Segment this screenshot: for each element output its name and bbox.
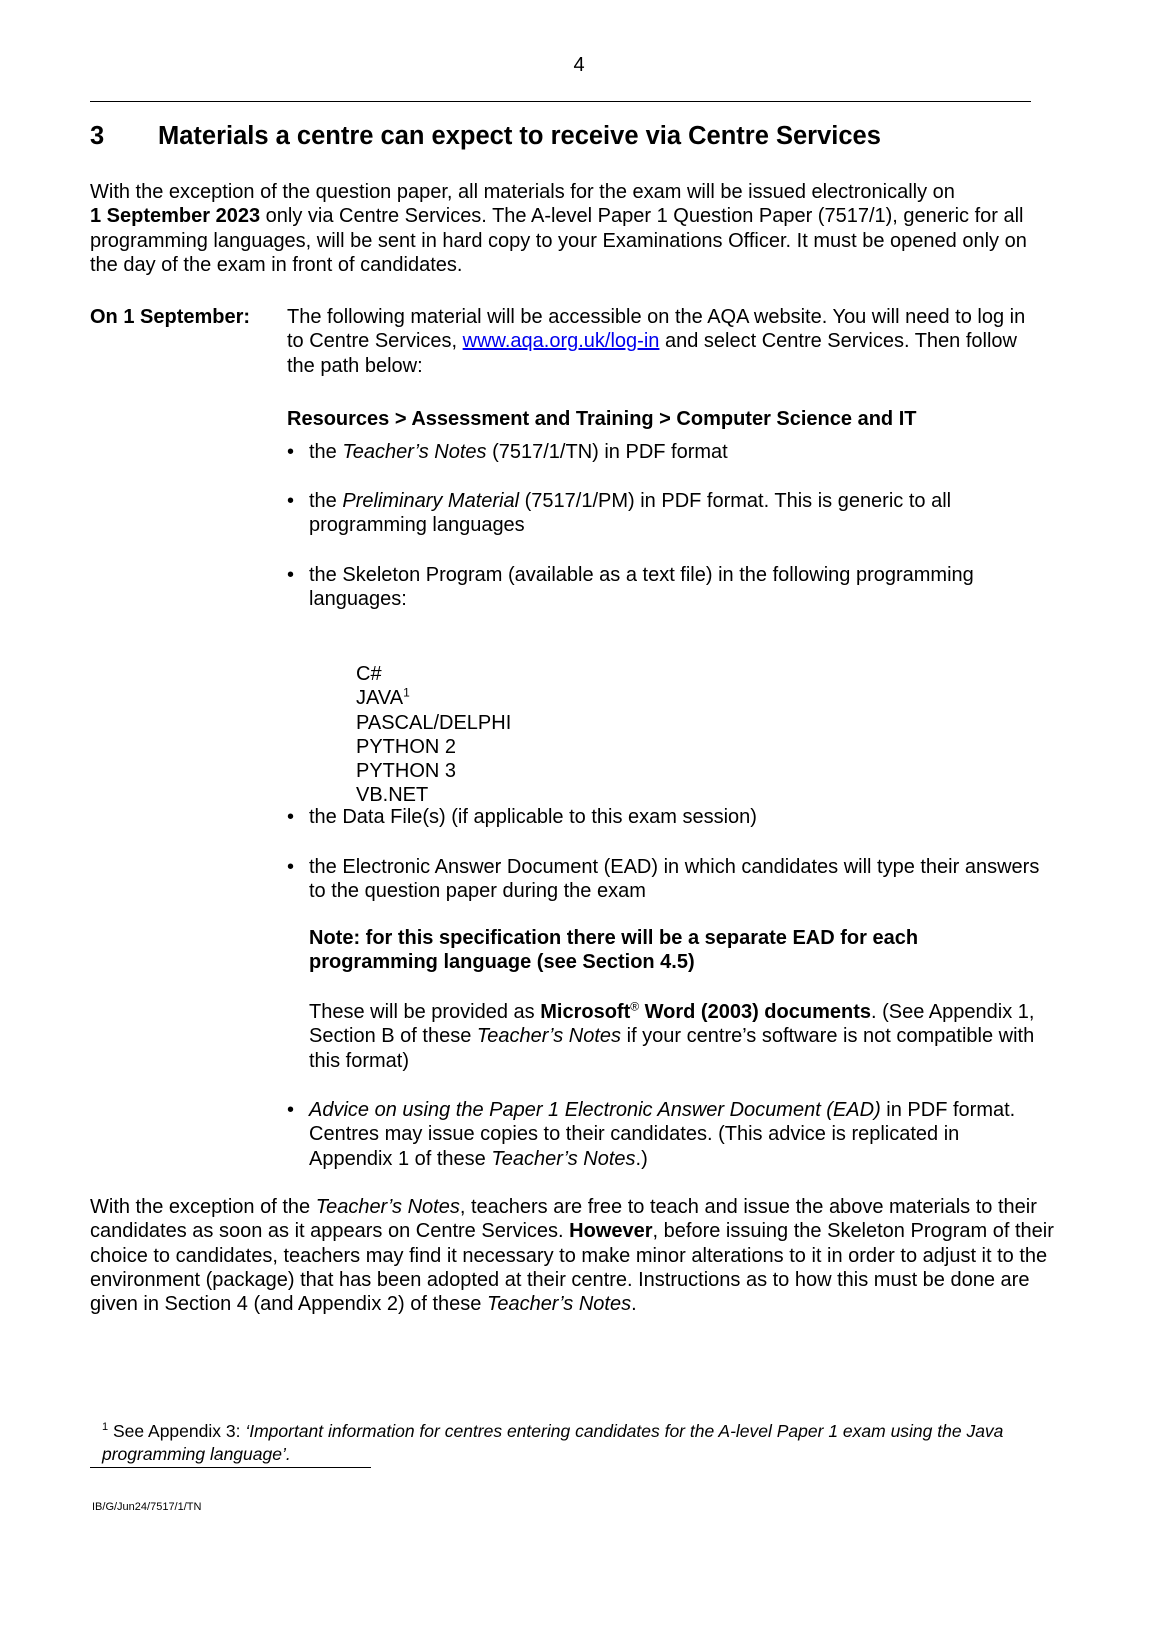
language-name: PASCAL/DELPHI: [356, 711, 512, 734]
on-date-label: On 1 September:: [90, 306, 251, 328]
language-name: C#: [356, 663, 382, 685]
intro-date: 1 September 2023: [90, 205, 261, 228]
provided-format-paragraph: [309, 1000, 1069, 1073]
closing-text: .: [631, 1293, 637, 1316]
bullet-icon: •: [287, 856, 295, 878]
language-item: [356, 686, 511, 710]
document-reference: IB/G/Jun24/7517/1/TN: [92, 1501, 202, 1513]
intro-text-cont: only via Centre Services. The A-level Paper 1 Question Paper (7517/1), generic for all programming languages, will be sent in hard copy to your Examinations Officer. It must be opened only on the day of the exam in front of candidates.: [90, 205, 1027, 276]
language-name: PYTHON 2: [356, 735, 457, 758]
section-number: 3: [90, 122, 105, 150]
intro-paragraph: [90, 180, 1050, 277]
closing-text: , before issuing the Skeleton Program of their choice to candidates, teachers may find it necessary to make minor alterations to it in order to adjust it to the environment (package) that has been adopted at their centre. Instructions as to how this must be done are given in Section 4 (and Appendix 2) of these: [90, 1220, 1054, 1316]
bullet-italic: Teacher’s Notes: [491, 1147, 636, 1170]
header-rule: [90, 101, 1031, 102]
closing-italic: Teacher’s Notes: [315, 1196, 460, 1218]
provided-italic: Teacher’s Notes: [476, 1025, 622, 1048]
bullet-italic: Teacher’s Notes: [342, 441, 487, 463]
language-item: [356, 662, 511, 686]
bullet-icon: •: [287, 1099, 295, 1121]
bullet-icon: •: [287, 441, 295, 463]
language-item: [356, 711, 511, 735]
bullet-text: in PDF format. Centres may issue copies to their candidates. (This advice is replicated in Appendix 1 of these: [309, 1099, 1016, 1170]
bullet-skeleton-program: [287, 563, 1047, 612]
closing-paragraph: [90, 1195, 1070, 1316]
bullet-text: the Skeleton Program (available as a text file) in the following programming languages:: [309, 564, 974, 611]
bullet-preliminary-material: [287, 489, 1047, 538]
bullet-text: the Electronic Answer Document (EAD) in which candidates will type their answers to the question paper during the exam: [309, 856, 1040, 903]
language-item: [356, 759, 511, 783]
language-name: PYTHON 3: [356, 760, 457, 783]
footnote-text: See Appendix 3:: [108, 1421, 246, 1441]
closing-bold: However: [569, 1220, 653, 1243]
footnote: [102, 1420, 1062, 1465]
bullet-italic: Preliminary Material: [342, 490, 520, 512]
registered-mark: ®: [630, 999, 640, 1014]
bullet-teachers-notes: [287, 440, 1047, 464]
bullet-italic: Advice on using the Paper 1 Electronic Answer Document (EAD): [309, 1099, 881, 1121]
language-name: VB.NET: [356, 784, 429, 807]
footnote-marker: 1: [102, 1421, 109, 1434]
bullet-text: (7517/1/PM) in PDF format. This is generic to all programming languages: [309, 490, 952, 537]
bullet-icon: •: [287, 806, 295, 828]
page-number: 4: [573, 54, 585, 76]
bullet-text: the: [309, 441, 343, 463]
navigation-path: Resources > Assessment and Training > Computer Science and IT: [287, 408, 917, 430]
closing-italic: Teacher’s Notes: [486, 1293, 632, 1316]
bullet-text: (7517/1/TN) in PDF format: [486, 441, 728, 463]
footnote-rule: [90, 1467, 371, 1468]
ead-note: Note: for this specification there will be a separate EAD for each programming language (see Section 4.5): [309, 927, 919, 974]
login-link[interactable]: www.aqa.org.uk/log-in: [462, 330, 660, 353]
language-list: [356, 662, 511, 808]
footnote-ref[interactable]: 1: [403, 685, 410, 700]
language-item: [356, 735, 511, 759]
footnote-italic: ‘Important information for centres entering candidates for the A-level Paper 1 exam using the Java programming language’.: [102, 1421, 1004, 1464]
on-date-body: [287, 305, 1027, 378]
bullet-advice: [287, 1098, 1047, 1171]
language-name: JAVA: [356, 687, 404, 710]
provided-text: if your centre’s software is not compatible with this format): [309, 1025, 1035, 1072]
bullet-text: the: [309, 490, 343, 512]
provided-bold: Microsoft: [540, 1001, 631, 1023]
bullet-icon: •: [287, 490, 295, 512]
closing-text: With the exception of the: [90, 1196, 316, 1218]
bullet-text: .): [635, 1147, 648, 1170]
on-date-text-cont: and select Centre Services. Then follow the path below:: [287, 330, 1017, 377]
bullet-icon: •: [287, 564, 295, 586]
intro-text: With the exception of the question paper, all materials for the exam will be issued electronically on: [90, 181, 955, 203]
bullet-data-files: [287, 805, 1047, 829]
provided-text: These will be provided as: [309, 1001, 541, 1023]
bullet-text: the Data File(s) (if applicable to this exam session): [309, 806, 757, 828]
provided-text: . (See Appendix 1, Section B of these: [309, 1001, 1035, 1048]
section-heading: [90, 121, 881, 151]
provided-bold: Word (2003) documents: [639, 1001, 871, 1023]
closing-text: , teachers are free to teach and issue the above materials to their candidates as soon as it appears on Centre Services.: [90, 1196, 1037, 1243]
section-title: Materials a centre can expect to receive via Centre Services: [158, 122, 881, 150]
bullet-ead: [287, 855, 1047, 904]
on-date-text: The following material will be accessible on the AQA website. You will need to log in to Centre Services,: [287, 306, 1026, 353]
